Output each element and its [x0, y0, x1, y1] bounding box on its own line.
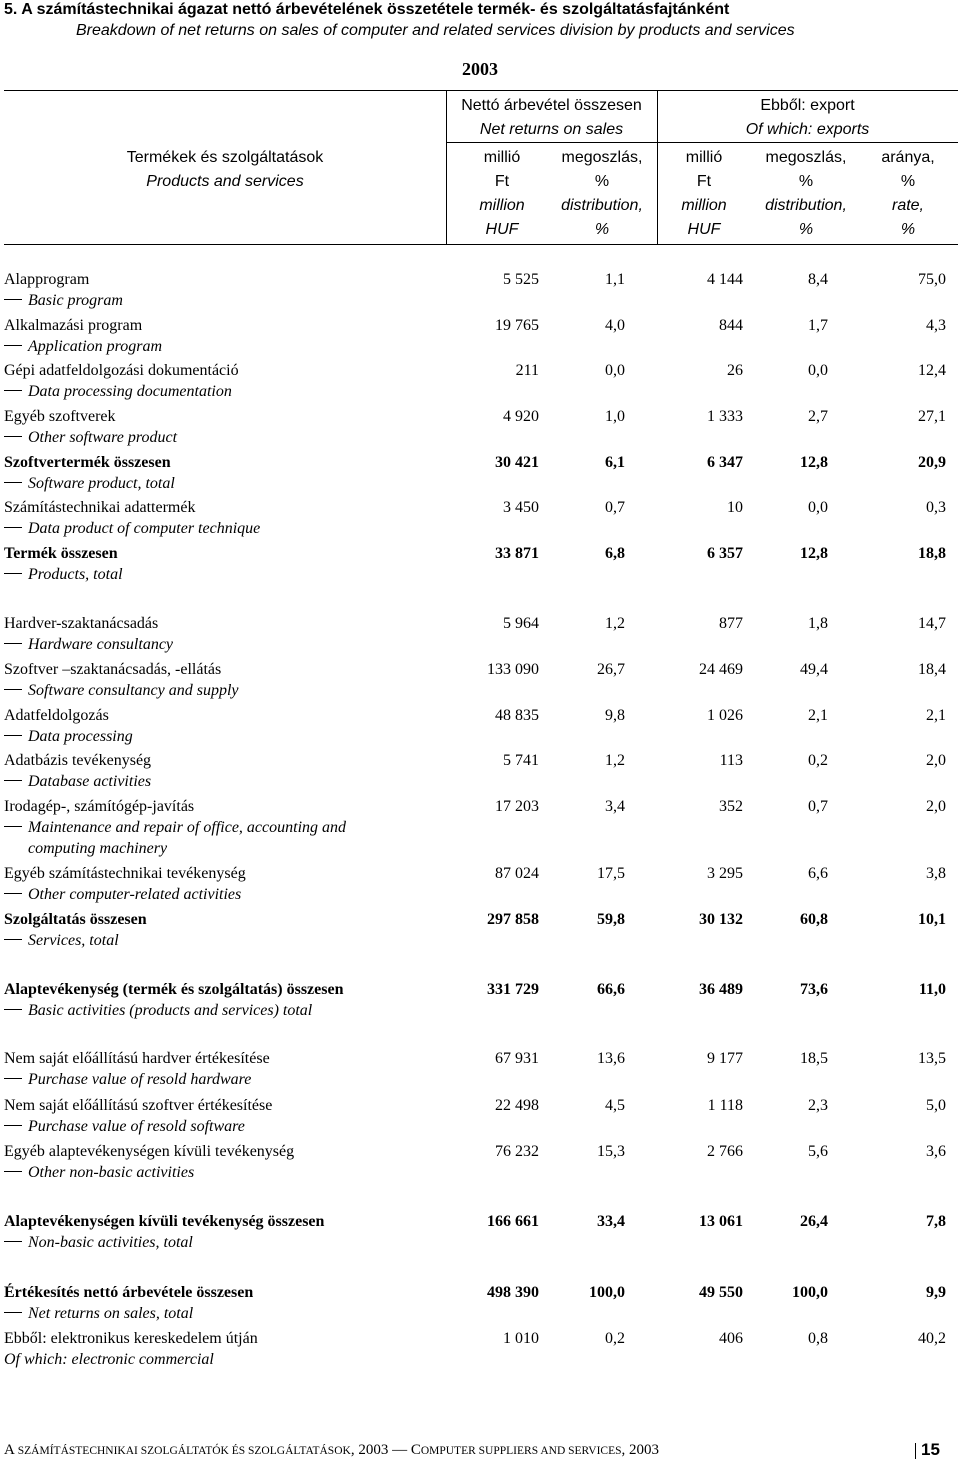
col-rate-hu2: % — [900, 173, 916, 190]
cell-export-distribution: 100,0 — [792, 1284, 828, 1301]
cell-export-distribution: 5,6 — [808, 1143, 828, 1160]
row-label-en-text: Of which: electronic commercial — [4, 1351, 214, 1368]
cell-net-distribution: 100,0 — [589, 1284, 625, 1301]
row-label-en-text: Other computer-related activities — [28, 886, 242, 903]
cell-export-amount: 9 177 — [707, 1050, 743, 1067]
cell-net-amount: 5 964 — [503, 615, 539, 632]
cell-export-rate: 18,8 — [918, 545, 946, 562]
row-label-hu: Adatbázis tevékenység — [4, 752, 152, 769]
cell-export-amount: 406 — [719, 1330, 743, 1347]
rowhead-en: Products and services — [146, 173, 304, 190]
row-label-hu: Alkalmazási program — [4, 317, 143, 334]
row-label-en — [4, 1350, 214, 1370]
cell-export-rate: 40,2 — [918, 1330, 946, 1347]
col-amount2-en2: HUF — [687, 221, 721, 238]
cell-export-distribution: 0,2 — [808, 752, 828, 769]
cell-export-distribution: 73,6 — [800, 981, 828, 998]
row-label-hu: Alaptevékenység (termék és szolgáltatás) összesen — [4, 981, 344, 998]
cell-net-amount: 48 835 — [495, 707, 539, 724]
group1-hu: Nettó árbevétel összesen — [461, 97, 642, 114]
col-header-dist-2 — [750, 146, 862, 242]
cell-net-amount: 211 — [515, 362, 539, 379]
cell-net-amount: 3 450 — [503, 499, 539, 516]
col-amount2-en1: million — [681, 197, 727, 214]
header-group-rule — [446, 142, 958, 143]
cell-export-distribution: 26,4 — [800, 1213, 828, 1230]
em-dash — [4, 1312, 22, 1313]
cell-net-amount: 133 090 — [487, 661, 539, 678]
cell-net-amount: 5 525 — [503, 271, 539, 288]
em-dash — [4, 939, 22, 940]
cell-export-amount: 1 333 — [707, 408, 743, 425]
cell-net-distribution: 26,7 — [597, 661, 625, 678]
rowhead-header — [4, 146, 446, 194]
row-label-en — [4, 1304, 193, 1324]
cell-net-distribution: 1,2 — [605, 615, 625, 632]
cell-export-amount: 10 — [727, 499, 743, 516]
col-dist2-hu1: megoszlás, — [765, 149, 847, 166]
em-dash — [4, 1241, 22, 1242]
em-dash — [4, 436, 22, 437]
em-dash — [4, 735, 22, 736]
row-label-hu: Adatfeldolgozás — [4, 707, 109, 724]
row-label-hu: Irodagép-, számítógép-javítás — [4, 798, 195, 815]
cell-export-distribution: 2,7 — [808, 408, 828, 425]
row-label-en-text: Data processing — [28, 728, 133, 745]
header-bottom-rule — [4, 244, 958, 245]
col-amount-hu1: millió — [483, 149, 521, 166]
cell-net-distribution: 17,5 — [597, 865, 625, 882]
col-header-dist-1 — [548, 146, 656, 242]
em-dash — [4, 1009, 22, 1010]
row-label-hu: Ebből: elektronikus kereskedelem útján — [4, 1330, 258, 1347]
row-label-hu: Hardver-szaktanácsadás — [4, 615, 159, 632]
row-label-en — [4, 519, 260, 539]
cell-export-distribution: 1,7 — [808, 317, 828, 334]
col-dist2-hu2: % — [798, 173, 814, 190]
group2-en: Of which: exports — [745, 121, 870, 138]
row-label-en — [4, 727, 133, 747]
row-label-en-text: Basic activities (products and services) total — [28, 1002, 313, 1019]
row-label-en-text: Purchase value of resold hardware — [28, 1071, 252, 1088]
cell-export-rate: 2,1 — [926, 707, 946, 724]
cell-export-amount: 1 026 — [707, 707, 743, 724]
page-number: 15 — [921, 1440, 940, 1459]
cell-export-distribution: 60,8 — [800, 911, 828, 928]
em-dash — [4, 689, 22, 690]
row-label-en-text: Other software product — [28, 429, 178, 446]
col-header-amount-1 — [456, 146, 548, 242]
cell-export-amount: 26 — [727, 362, 743, 379]
table-year: 2003 — [462, 59, 498, 79]
row-label-en — [4, 681, 239, 701]
row-label-en-text: Maintenance and repair of office, accounting and — [28, 819, 347, 836]
cell-net-distribution: 13,6 — [597, 1050, 625, 1067]
row-label-en — [4, 1163, 194, 1183]
cell-net-distribution: 0,0 — [605, 362, 625, 379]
em-dash — [4, 299, 22, 300]
cell-export-rate: 0,3 — [926, 499, 946, 516]
cell-export-amount: 352 — [719, 798, 743, 815]
cell-net-amount: 4 920 — [503, 408, 539, 425]
footer-separator — [915, 1443, 916, 1459]
row-label-en — [4, 1070, 251, 1090]
row-label-hu: Gépi adatfeldolgozási dokumentáció — [4, 362, 239, 379]
cell-net-amount: 33 871 — [495, 545, 539, 562]
cell-export-amount: 6 347 — [707, 454, 743, 471]
col-header-amount-2 — [658, 146, 750, 242]
row-label-en-text: Services, total — [28, 932, 119, 949]
cell-export-rate: 11,0 — [918, 981, 946, 998]
cell-export-distribution: 6,6 — [808, 865, 828, 882]
cell-net-distribution: 4,5 — [605, 1097, 625, 1114]
row-label-hu: Egyéb alaptevékenységen kívüli tevékenység — [4, 1143, 295, 1160]
cell-net-distribution: 1,2 — [605, 752, 625, 769]
cell-export-amount: 113 — [719, 752, 743, 769]
row-label-en — [4, 1117, 245, 1137]
footer-hu-rest: SZÁMÍTÁSTECHNIKAI SZOLGÁLTATÓK ÉS SZOLGÁLTATÁSOK — [17, 1445, 351, 1457]
table-title: 5. A számítástechnikai ágazat nettó árbevételének összetétele termék- és szolgáltatásfajtánként — [4, 1, 730, 18]
cell-export-amount: 6 357 — [707, 545, 743, 562]
row-label-en — [4, 1233, 193, 1253]
cell-net-distribution: 1,0 — [605, 408, 625, 425]
em-dash — [4, 573, 22, 574]
cell-export-amount: 877 — [719, 615, 743, 632]
cell-export-amount: 30 132 — [699, 911, 743, 928]
cell-export-rate: 5,0 — [926, 1097, 946, 1114]
row-label-en-text: Data processing documentation — [28, 383, 232, 400]
cell-export-rate: 2,0 — [926, 752, 946, 769]
cell-export-rate: 27,1 — [918, 408, 946, 425]
row-label-en-text: Data product of computer technique — [28, 520, 261, 537]
em-dash — [4, 643, 22, 644]
cell-net-amount: 67 931 — [495, 1050, 539, 1067]
row-label-en-text: Purchase value of resold software — [28, 1118, 245, 1135]
col-rate-en1: rate, — [891, 197, 924, 214]
cell-export-rate: 75,0 — [918, 271, 946, 288]
cell-export-rate: 2,0 — [926, 798, 946, 815]
row-label-en-text: Software product, total — [28, 475, 175, 492]
cell-net-distribution: 1,1 — [605, 271, 625, 288]
row-label-en-text: Other non-basic activities — [28, 1164, 195, 1181]
group1-en: Net returns on sales — [479, 121, 624, 138]
row-label-hu: Alaptevékenységen kívüli tevékenység összesen — [4, 1213, 325, 1230]
cell-net-distribution: 66,6 — [597, 981, 625, 998]
cell-export-amount: 24 469 — [699, 661, 743, 678]
row-label-en-text: Software consultancy and supply — [28, 682, 239, 699]
header-top-rule — [4, 90, 958, 91]
cell-net-distribution: 59,8 — [597, 911, 625, 928]
row-label-en — [4, 931, 119, 951]
row-label-en-cont: computing machinery — [28, 840, 168, 857]
cell-net-distribution: 6,8 — [605, 545, 625, 562]
row-label-en-text: Hardware consultancy — [28, 636, 174, 653]
em-dash — [4, 527, 22, 528]
cell-export-rate: 3,8 — [926, 865, 946, 882]
row-label-en-text: Basic program — [28, 292, 123, 309]
cell-net-amount: 498 390 — [487, 1284, 539, 1301]
row-label-en — [4, 428, 177, 448]
cell-export-amount: 13 061 — [699, 1213, 743, 1230]
row-label-en — [4, 337, 162, 357]
cell-export-amount: 36 489 — [699, 981, 743, 998]
cell-net-distribution: 0,2 — [605, 1330, 625, 1347]
row-label-en-text: Products, total — [28, 566, 123, 583]
row-label-hu: Szoftver –szaktanácsadás, -ellátás — [4, 661, 222, 678]
cell-net-distribution: 15,3 — [597, 1143, 625, 1160]
footer-en-initial: C — [410, 1442, 421, 1458]
row-label-hu: Nem saját előállítású szoftver értékesítése — [4, 1097, 273, 1114]
cell-export-distribution: 2,3 — [808, 1097, 828, 1114]
cell-net-amount: 166 661 — [487, 1213, 539, 1230]
cell-net-distribution: 0,7 — [605, 499, 625, 516]
cell-export-distribution: 1,8 — [808, 615, 828, 632]
cell-export-rate: 13,5 — [918, 1050, 946, 1067]
em-dash — [4, 345, 22, 346]
group2-hu: Ebből: export — [760, 97, 855, 114]
col-dist-en2: % — [594, 221, 610, 238]
footer-text — [4, 1440, 659, 1461]
col-amount-en1: million — [479, 197, 525, 214]
col-rate-hu1: aránya, — [881, 149, 935, 166]
cell-export-amount: 844 — [719, 317, 743, 334]
footer-en-rest: OMPUTER SUPPLIERS AND SERVICES — [420, 1445, 622, 1457]
col-dist2-en2: % — [798, 221, 814, 238]
col-dist-en1: distribution, — [561, 197, 643, 214]
row-label-hu: Értékesítés nettó árbevétele összesen — [4, 1284, 254, 1301]
footer-hu-initial: A — [4, 1442, 15, 1458]
group-exports — [657, 94, 958, 142]
col-rate-en2: % — [900, 221, 916, 238]
cell-export-rate: 14,7 — [918, 615, 946, 632]
col-dist-hu1: megoszlás, — [561, 149, 643, 166]
cell-net-distribution: 3,4 — [605, 798, 625, 815]
cell-export-rate: 7,8 — [926, 1213, 946, 1230]
row-label-en — [4, 291, 123, 311]
cell-export-distribution: 0,0 — [808, 499, 828, 516]
col-amount2-hu1: millió — [685, 149, 723, 166]
cell-export-rate: 20,9 — [918, 454, 946, 471]
em-dash — [4, 780, 22, 781]
cell-export-amount: 1 118 — [707, 1097, 743, 1114]
col-amount2-hu2: Ft — [696, 173, 712, 190]
cell-export-rate: 18,4 — [918, 661, 946, 678]
col-dist2-en1: distribution, — [765, 197, 847, 214]
cell-export-distribution: 18,5 — [800, 1050, 828, 1067]
em-dash — [4, 1171, 22, 1172]
em-dash — [4, 390, 22, 391]
cell-export-distribution: 12,8 — [800, 454, 828, 471]
cell-export-distribution: 8,4 — [808, 271, 828, 288]
cell-net-amount: 17 203 — [495, 798, 539, 815]
em-dash — [4, 826, 22, 827]
row-label-en-text: Application program — [28, 338, 163, 355]
row-label-en — [4, 1001, 312, 1021]
em-dash — [4, 893, 22, 894]
row-label-en — [4, 635, 173, 655]
group-net-returns — [446, 94, 657, 142]
col-amount-en2: HUF — [485, 221, 519, 238]
row-label-hu: Egyéb számítástechnikai tevékenység — [4, 865, 246, 882]
cell-net-amount: 76 232 — [495, 1143, 539, 1160]
cell-export-amount: 2 766 — [707, 1143, 743, 1160]
row-label-hu: Szoftvertermék összesen — [4, 454, 171, 471]
row-label-en — [4, 382, 232, 402]
cell-net-amount: 297 858 — [487, 911, 539, 928]
cell-export-rate: 10,1 — [918, 911, 946, 928]
em-dash — [4, 1125, 22, 1126]
footer-year2: , 2003 — [621, 1442, 660, 1458]
cell-net-distribution: 33,4 — [597, 1213, 625, 1230]
em-dash — [4, 482, 22, 483]
cell-export-rate: 12,4 — [918, 362, 946, 379]
row-label-en — [4, 885, 241, 905]
row-label-hu: Számítástechnikai adattermék — [4, 499, 196, 516]
row-label-en — [4, 772, 151, 792]
row-label-en — [4, 565, 123, 585]
cell-net-distribution: 4,0 — [605, 317, 625, 334]
cell-net-amount: 331 729 — [487, 981, 539, 998]
cell-export-amount: 3 295 — [707, 865, 743, 882]
col-header-rate — [862, 146, 954, 242]
col-dist-hu2: % — [594, 173, 610, 190]
row-label-hu: Alapprogram — [4, 271, 90, 288]
row-label-en — [4, 818, 346, 838]
row-label-en-text: Net returns on sales, total — [28, 1305, 194, 1322]
em-dash — [4, 1078, 22, 1079]
cell-net-amount: 5 741 — [503, 752, 539, 769]
cell-net-amount: 19 765 — [495, 317, 539, 334]
row-label-hu: Szolgáltatás összesen — [4, 911, 147, 928]
table-subtitle: Breakdown of net returns on sales of computer and related services division by products and services — [76, 22, 795, 39]
row-label-hu: Nem saját előállítású hardver értékesítése — [4, 1050, 270, 1067]
row-label-hu: Egyéb szoftverek — [4, 408, 116, 425]
cell-export-distribution: 12,8 — [800, 545, 828, 562]
cell-net-amount: 30 421 — [495, 454, 539, 471]
row-label-en — [4, 474, 175, 494]
cell-net-distribution: 9,8 — [605, 707, 625, 724]
cell-export-rate: 3,6 — [926, 1143, 946, 1160]
footer-year: , 2003 — — [350, 1442, 408, 1458]
cell-export-amount: 4 144 — [707, 271, 743, 288]
rowhead-hu: Termékek és szolgáltatások — [126, 149, 324, 166]
row-label-hu: Termék összesen — [4, 545, 118, 562]
row-label-en-text: Database activities — [28, 773, 152, 790]
cell-export-rate: 9,9 — [926, 1284, 946, 1301]
cell-net-amount: 1 010 — [503, 1330, 539, 1347]
cell-export-distribution: 0,0 — [808, 362, 828, 379]
cell-net-distribution: 6,1 — [605, 454, 625, 471]
cell-export-rate: 4,3 — [926, 317, 946, 334]
cell-export-distribution: 0,7 — [808, 798, 828, 815]
cell-export-distribution: 49,4 — [800, 661, 828, 678]
row-label-en-text: Non-basic activities, total — [28, 1234, 193, 1251]
cell-export-distribution: 0,8 — [808, 1330, 828, 1347]
cell-export-amount: 49 550 — [699, 1284, 743, 1301]
cell-net-amount: 22 498 — [495, 1097, 539, 1114]
cell-net-amount: 87 024 — [495, 865, 539, 882]
col-amount-hu2: Ft — [494, 173, 510, 190]
cell-export-distribution: 2,1 — [808, 707, 828, 724]
